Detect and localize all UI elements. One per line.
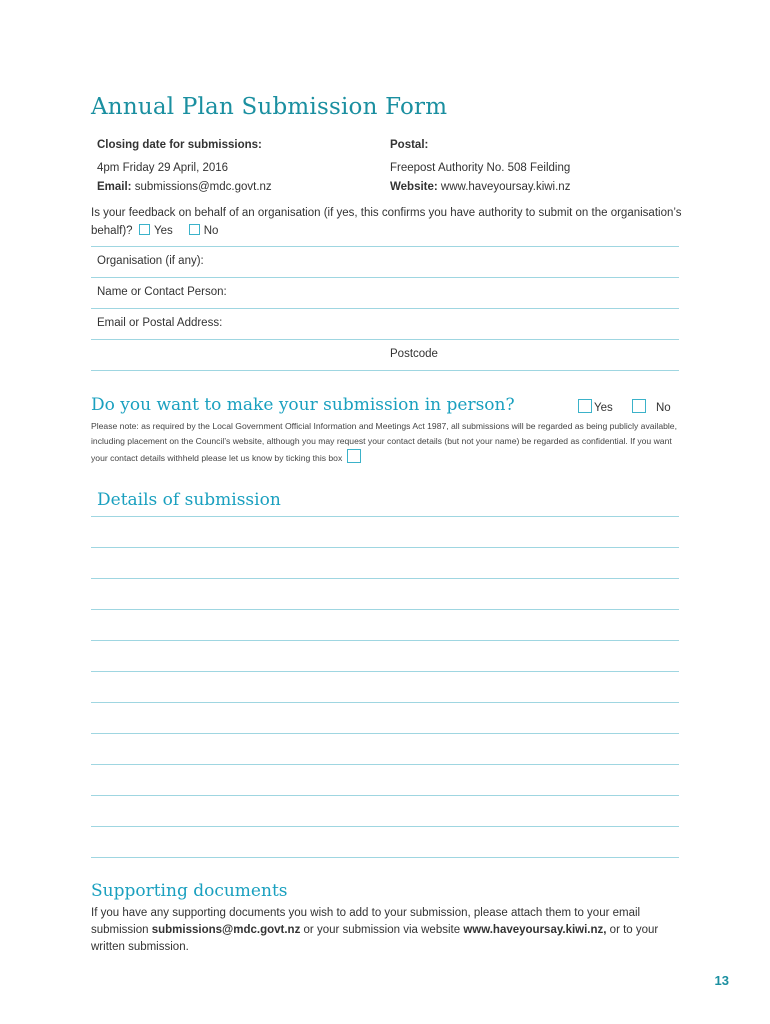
details-line[interactable] [91,857,679,858]
details-line[interactable] [91,671,679,672]
details-heading: Details of submission [97,490,281,510]
supporting-website: www.haveyoursay.kiwi.nz, [463,924,607,936]
email-info [97,181,272,193]
organisation-question-text: Is your feedback on behalf of an organisation (if yes, this confirms you have authority to submit on the organisation’s behalf)? [91,207,682,237]
details-line[interactable] [91,578,679,579]
supporting-email: submissions@mdc.govt.nz [151,924,301,936]
details-line[interactable] [91,702,679,703]
details-line[interactable] [91,547,679,548]
privacy-note [91,419,681,465]
details-line[interactable] [91,733,679,734]
withhold-details-checkbox[interactable] [347,449,361,463]
website-value: www.haveyoursay.kiwi.nz [440,181,571,193]
email-value: submissions@mdc.govt.nz [134,181,272,193]
in-person-yes-label: Yes [594,402,613,414]
details-line[interactable] [91,795,679,796]
address-field[interactable] [91,339,679,340]
in-person-no-checkbox[interactable] [632,399,646,413]
page-title: Annual Plan Submission Form [91,94,448,120]
website-label: Website: [390,181,438,193]
org-yes-label: Yes [153,224,173,237]
organisation-question [91,205,686,240]
name-field-label: Name or Contact Person: [97,286,227,298]
privacy-note-text: Please note: as required by the Local Government Official Information and Meetings Act 1987, all submissions will be regarded as being publicly available, including placement on the Council’s website, although you may request your contact details (but not your name) be regarded as confidential. If you want your contact details withheld please let us know by ticking this box [91,421,677,463]
closing-date-label: Closing date for submissions: [97,139,262,151]
supporting-text-middle: or your submission via website [300,924,464,936]
organisation-field[interactable] [91,277,679,278]
org-no-checkbox[interactable] [189,224,200,235]
address-field-label: Email or Postal Address: [97,317,223,329]
closing-date-value: 4pm Friday 29 April, 2016 [97,162,229,174]
supporting-heading: Supporting documents [91,881,288,901]
details-line[interactable] [91,764,679,765]
name-field[interactable] [91,308,679,309]
form-divider [91,246,679,247]
website-info [390,181,570,193]
postal-value: Freepost Authority No. 508 Feilding [390,162,571,174]
supporting-text-after: or to your written submission. [91,924,659,953]
details-line[interactable] [91,640,679,641]
in-person-no-label: No [655,402,671,414]
supporting-text-before: If you have any supporting documents you wish to add to your submission, please attach them to your email submission [91,907,641,936]
postcode-field[interactable] [91,370,679,371]
details-line[interactable] [91,516,679,517]
organisation-field-label: Organisation (if any): [97,255,204,267]
supporting-text [91,905,686,956]
org-no-label: No [203,224,219,237]
page-number: 13 [714,973,729,988]
org-yes-checkbox[interactable] [139,224,150,235]
in-person-options [578,399,671,414]
postcode-field-label: Postcode [390,348,438,360]
details-line[interactable] [91,826,679,827]
postal-label: Postal: [390,139,429,151]
in-person-heading: Do you want to make your submission in person? [91,395,515,415]
in-person-yes-checkbox[interactable] [578,399,592,413]
email-label: Email: [97,181,132,193]
details-line[interactable] [91,609,679,610]
